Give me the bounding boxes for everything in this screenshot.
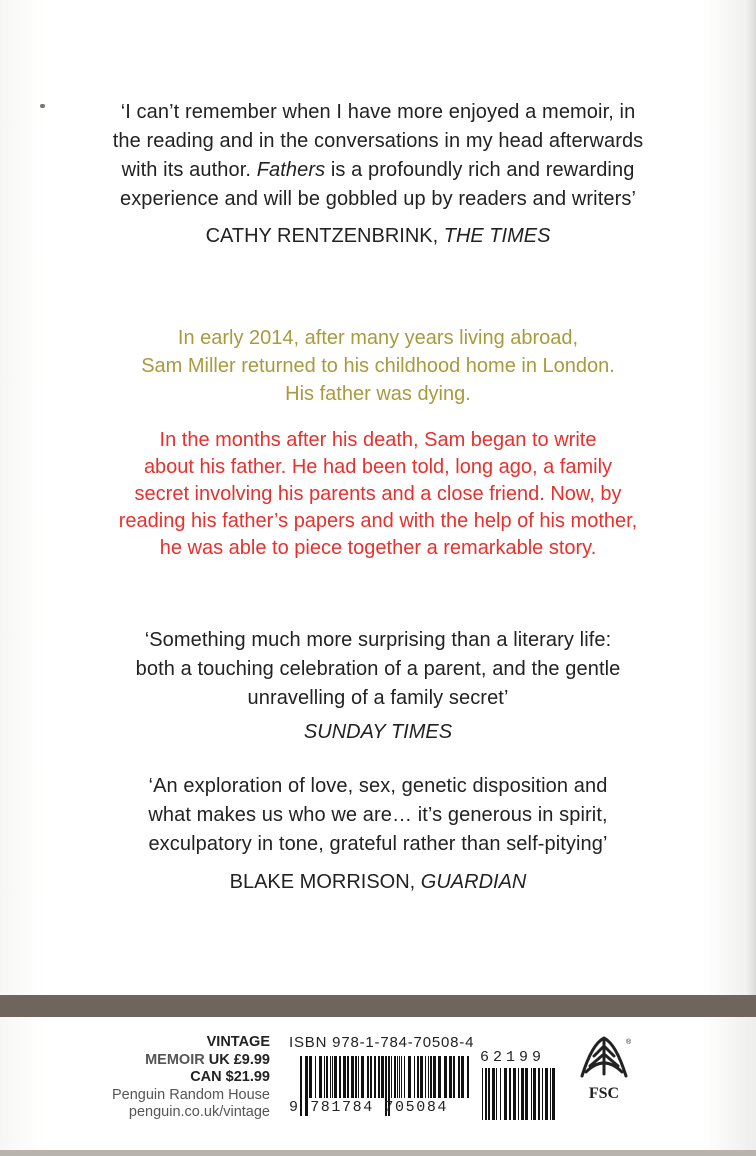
price-can: CAN $21.99 bbox=[190, 1069, 270, 1085]
barcode-bar bbox=[531, 1068, 532, 1120]
attribution-blake-morrison bbox=[40, 868, 716, 897]
barcode-bar bbox=[496, 1068, 497, 1120]
barcode-bar bbox=[428, 1056, 429, 1098]
barcode-bar bbox=[533, 1068, 536, 1120]
synopsis-body-line: reading his father’s papers and with the help of his mother, bbox=[118, 510, 638, 532]
synopsis-intro-line: Sam Miller returned to his childhood home in London. bbox=[141, 355, 615, 377]
barcode-bar bbox=[500, 1068, 501, 1120]
barcode-bar bbox=[433, 1056, 436, 1098]
synopsis-body-line: about his father. He had been told, long ago, a family bbox=[143, 456, 613, 478]
fsc-tree-icon bbox=[582, 1038, 626, 1076]
synopsis-body-line: secret involving his parents and a close friend. Now, by bbox=[134, 483, 622, 505]
barcode-bar bbox=[518, 1068, 519, 1120]
barcode-bar bbox=[525, 1068, 528, 1120]
barcode-bar bbox=[394, 1056, 396, 1098]
barcode-bar bbox=[461, 1056, 464, 1098]
attribution-source: GUARDIAN bbox=[420, 871, 527, 893]
barcode-bar bbox=[488, 1068, 490, 1120]
barcode-bar bbox=[430, 1056, 432, 1098]
quote2-line: ‘Something much more surprising than a literary life: bbox=[144, 629, 612, 651]
barcode-bar bbox=[453, 1056, 455, 1098]
barcode-bar bbox=[552, 1068, 555, 1120]
quote1-line: experience and will be gobbled up by readers and writers’ bbox=[119, 188, 636, 210]
isbn-label: ISBN 978-1-784-70508-4 bbox=[289, 1034, 475, 1051]
barcode-digits: 9 781784 705084 bbox=[289, 1099, 449, 1116]
attribution-source: THE TIMES bbox=[443, 225, 551, 247]
barcode-bar bbox=[351, 1056, 354, 1098]
attribution-name: CATHY RENTZENBRINK, bbox=[205, 225, 444, 247]
barcode-bar bbox=[332, 1056, 333, 1098]
quote1-line: the reading and in the conversations in my head afterwards bbox=[112, 130, 644, 152]
attribution-name: BLAKE MORRISON, bbox=[229, 871, 421, 893]
publisher-info bbox=[112, 1034, 270, 1122]
barcode-bar bbox=[319, 1056, 322, 1098]
quote1-line-start: with its author. bbox=[121, 159, 252, 181]
price-addon-digits: 62199 bbox=[480, 1049, 546, 1066]
barcode-bar bbox=[370, 1056, 372, 1098]
barcode-bar bbox=[339, 1056, 341, 1098]
barcode-bar bbox=[458, 1056, 460, 1098]
barcode-bar bbox=[545, 1068, 548, 1120]
publisher-url: penguin.co.uk/vintage bbox=[128, 1104, 270, 1120]
barcode-bar bbox=[399, 1056, 400, 1098]
fsc-logo bbox=[574, 1034, 634, 1104]
imprint-name: VINTAGE bbox=[206, 1034, 270, 1050]
barcode-bar bbox=[509, 1068, 511, 1120]
barcode-bar bbox=[326, 1056, 328, 1098]
barcode-bar bbox=[444, 1056, 447, 1098]
barcode-bar bbox=[521, 1068, 524, 1120]
barcode-bar bbox=[315, 1056, 316, 1098]
book-title-italic: Fathers bbox=[256, 159, 326, 181]
cover-edge-shadow bbox=[746, 0, 756, 995]
fsc-label: FSC bbox=[588, 1085, 620, 1102]
synopsis-intro-line: His father was dying. bbox=[285, 383, 471, 405]
barcode-bar bbox=[381, 1056, 384, 1098]
barcode-bar bbox=[401, 1056, 402, 1098]
registered-mark: ® bbox=[626, 1039, 632, 1046]
attribution-source: SUNDAY TIMES bbox=[303, 721, 453, 743]
category-label: MEMOIR bbox=[145, 1051, 205, 1068]
barcode-bar bbox=[417, 1056, 419, 1098]
barcode-bar bbox=[367, 1056, 369, 1098]
barcode-bar bbox=[538, 1068, 540, 1120]
barcode-bar bbox=[420, 1056, 423, 1098]
quote3-line: exculpatory in tone, grateful rather than self-pitying’ bbox=[148, 833, 608, 855]
barcode-bar bbox=[467, 1056, 469, 1098]
barcode-bar bbox=[378, 1056, 380, 1098]
barcode-bar bbox=[513, 1068, 516, 1120]
attribution-sunday-times bbox=[40, 718, 716, 747]
synopsis-body-line: he was able to piece together a remarkable story. bbox=[159, 537, 597, 559]
synopsis-body-line: In the months after his death, Sam began to write bbox=[159, 429, 597, 451]
barcode-bar bbox=[404, 1056, 405, 1098]
publisher-house: Penguin Random House bbox=[112, 1086, 270, 1103]
barcode-bar bbox=[309, 1056, 312, 1098]
quote-cathy-rentzenbrink bbox=[40, 98, 716, 214]
quote1-line-rest: is a profoundly rich and rewarding bbox=[325, 159, 635, 181]
barcode-bar bbox=[397, 1056, 398, 1098]
barcode-bar bbox=[492, 1068, 495, 1120]
barcode-bar bbox=[343, 1056, 346, 1098]
synopsis-body bbox=[40, 427, 716, 562]
barcode-bar bbox=[425, 1056, 426, 1098]
quote-sunday-times bbox=[40, 626, 716, 713]
synopsis-intro-line: In early 2014, after many years living abroad, bbox=[177, 327, 579, 349]
barcode-bar bbox=[391, 1056, 392, 1098]
barcode-bar bbox=[485, 1068, 487, 1120]
barcode-bar bbox=[542, 1068, 543, 1120]
price-addon-barcode bbox=[481, 1068, 557, 1120]
quote2-line: unravelling of a family secret’ bbox=[247, 687, 509, 709]
barcode-bar bbox=[361, 1056, 364, 1098]
barcode-bar bbox=[408, 1056, 411, 1098]
barcode-bar bbox=[482, 1068, 483, 1120]
attribution-cathy-rentzenbrink bbox=[40, 222, 716, 251]
synopsis-intro bbox=[40, 324, 716, 408]
barcode-bar bbox=[334, 1056, 337, 1098]
barcode-bar bbox=[374, 1056, 376, 1098]
quote1-line: ‘I can’t remember when I have more enjoyed a memoir, in bbox=[120, 101, 636, 123]
barcode-bar bbox=[355, 1056, 357, 1098]
quote3-line: ‘An exploration of love, sex, genetic disposition and bbox=[148, 775, 608, 797]
barcode-bar bbox=[449, 1056, 452, 1098]
barcode-bar bbox=[550, 1068, 551, 1120]
quote-blake-morrison bbox=[40, 772, 716, 859]
bottom-edge bbox=[0, 1150, 756, 1156]
barcode-bar bbox=[347, 1056, 349, 1098]
barcode-bar bbox=[358, 1056, 359, 1098]
barcode-bar bbox=[504, 1068, 507, 1120]
price-uk-line bbox=[112, 1052, 270, 1070]
quote1-line bbox=[40, 156, 716, 185]
quote3-line: what makes us who we are… it’s generous in spirit, bbox=[148, 804, 608, 826]
barcode-bar bbox=[438, 1056, 441, 1098]
price-uk: UK £9.99 bbox=[208, 1051, 270, 1068]
barcode-bar bbox=[414, 1056, 415, 1098]
brown-band-divider bbox=[0, 995, 756, 1017]
barcode-bar bbox=[330, 1056, 331, 1098]
quote2-line: both a touching celebration of a parent, and the gentle bbox=[135, 658, 621, 680]
barcode-bar bbox=[324, 1056, 325, 1098]
